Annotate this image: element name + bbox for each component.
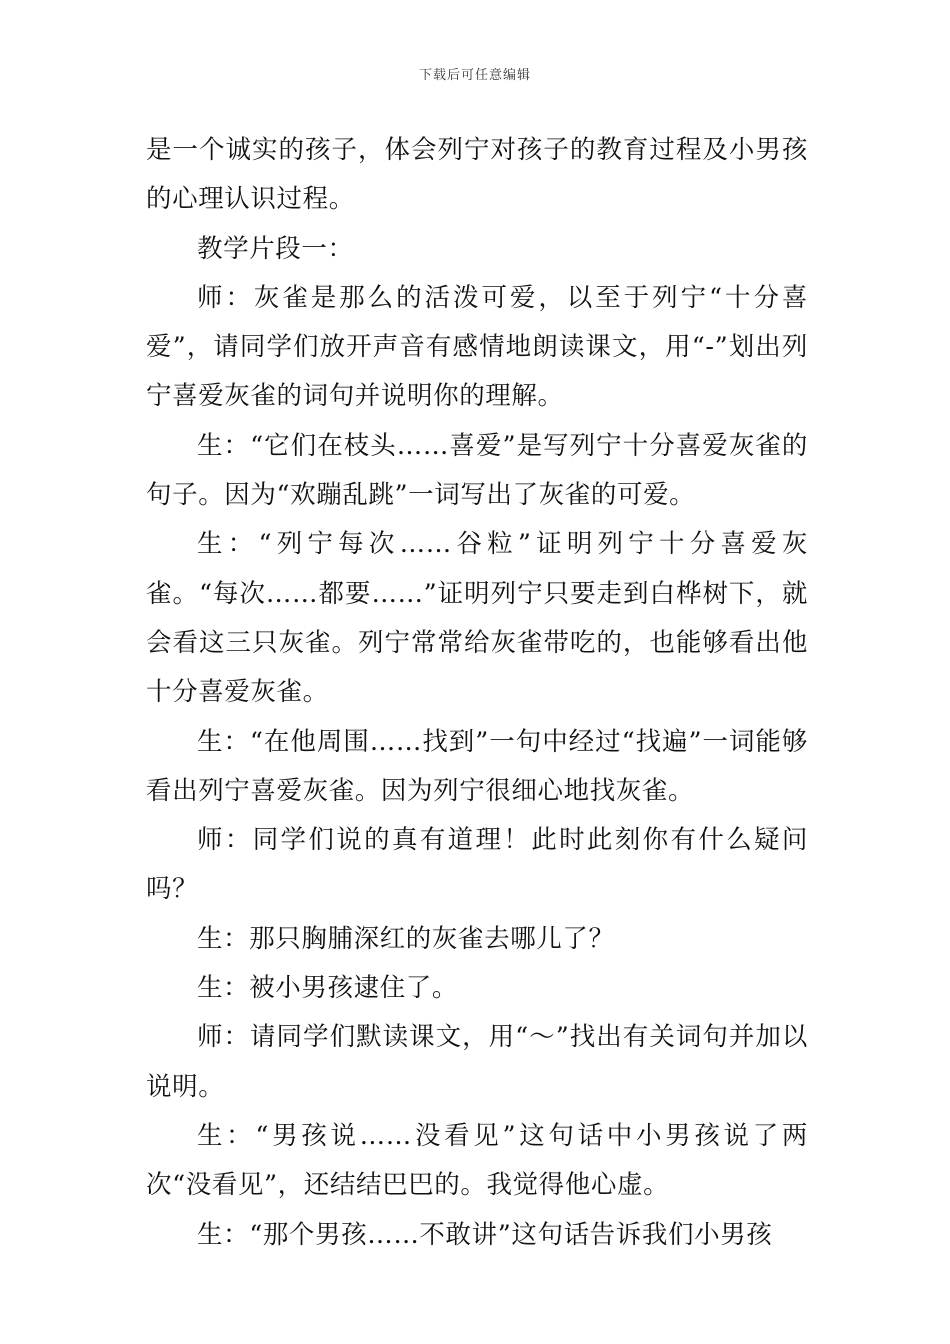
document-body [146, 126, 808, 1260]
dialogue-paragraph: 生：“列宁每次……谷粒”证明列宁十分喜爱灰雀。“每次……都要……”证明列宁只要走到白桦树下，就会看这三只灰雀。列宁常常给灰雀带吃的，也能够看出他十分喜爱灰雀。 [146, 529, 808, 708]
dialogue-paragraph: 生：“在他周围……找到”一句中经过“找遍”一词能够看出列宁喜爱灰雀。因为列宁很细心地找灰雀。 [146, 726, 808, 806]
section-heading: 教学片段一： [197, 233, 354, 264]
dialogue-paragraph: 生：“那个男孩……不敢讲”这句话告诉我们小男孩 [197, 1219, 773, 1250]
paragraph-continuation: 是一个诚实的孩子，体会列宁对孩子的教育过程及小男孩的心理认识过程。 [146, 135, 808, 215]
dialogue-paragraph: 生：那只胸脯深红的灰雀去哪儿了？ [197, 923, 615, 954]
dialogue-paragraph: 生：“它们在枝头……喜爱”是写列宁十分喜爱灰雀的句子。因为“欢蹦乱跳”一词写出了灰雀的可爱。 [146, 430, 808, 511]
dialogue-paragraph: 生：“男孩说……没看见”这句话中小男孩说了两次“没看见”，还结结巴巴的。我觉得他心虚。 [146, 1120, 808, 1201]
dialogue-paragraph: 生：被小男孩逮住了。 [197, 973, 459, 1004]
page-header: 下载后可任意编辑 [418, 68, 531, 83]
dialogue-paragraph: 师：请同学们默读课文，用“～”找出有关词句并加以说明。 [146, 1022, 808, 1102]
dialogue-paragraph: 师：同学们说的真有道理！此时此刻你有什么疑问吗？ [146, 825, 808, 905]
dialogue-paragraph: 师：灰雀是那么的活泼可爱，以至于列宁“十分喜爱”，请同学们放开声音有感情地朗读课文，用“-”划出列宁喜爱灰雀的词句并说明你的理解。 [146, 282, 808, 412]
